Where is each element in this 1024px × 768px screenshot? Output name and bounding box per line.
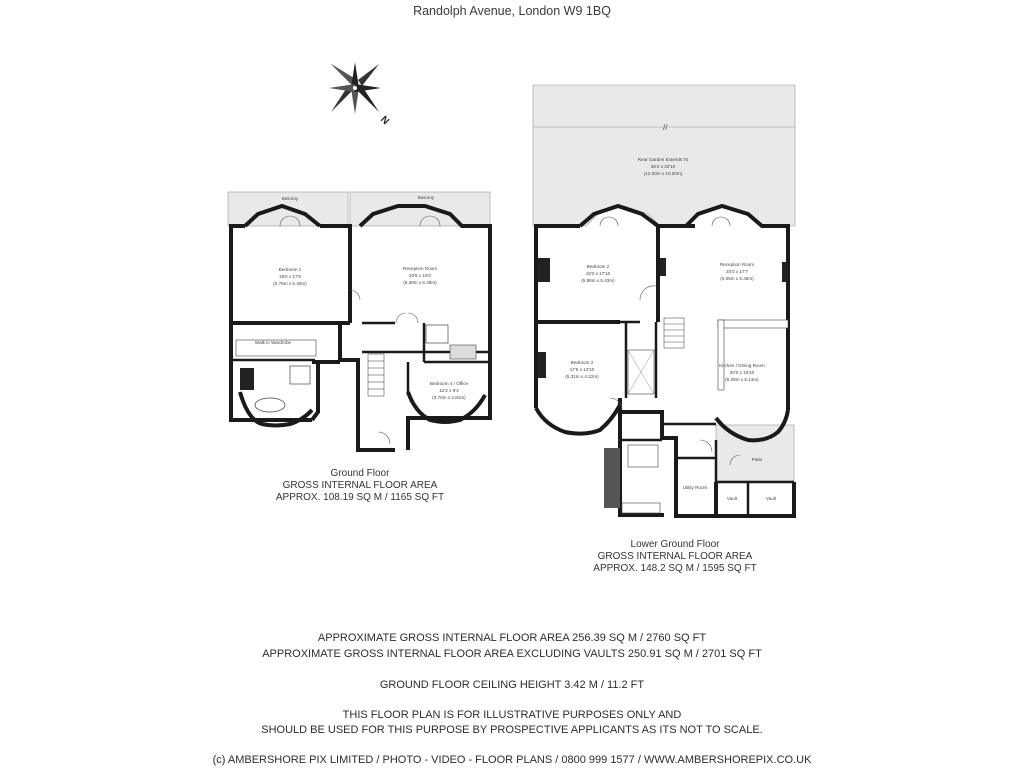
ground-floor-plan: [228, 192, 490, 450]
bedroom4-metric: (3.70m x 2.81m): [432, 395, 466, 400]
lower-ground-floor-plan: [533, 85, 795, 516]
bedroom3-dim: 17'5 x 13'10: [569, 367, 595, 372]
vault1-label: Vault: [726, 496, 738, 501]
lower-floor-area-heading: GROSS INTERNAL FLOOR AREA: [597, 551, 753, 562]
ceiling-height-text: GROUND FLOOR CEILING HEIGHT 3.42 M / 11.2 FT: [379, 679, 645, 691]
garden-metric: (12.00m x 10.00m): [643, 171, 683, 176]
kitchen-dim: 20'0 x 16'10: [729, 370, 755, 375]
bedroom3-name: Bedroom 3: [570, 360, 594, 365]
lgf-reception-dim: 20'0 x 17'7: [726, 269, 748, 274]
garden-name: Rear Garden Extends To: [637, 157, 689, 162]
disclaimer-line-2: SHOULD BE USED FOR THIS PURPOSE BY PROSPECTIVE APPLICANTS AS ITS NOT TO SCALE.: [261, 724, 763, 736]
excluding-vaults-text: APPROXIMATE GROSS INTERNAL FLOOR AREA EXCLUDING VAULTS 250.91 SQ M / 2701 SQ FT: [262, 648, 762, 660]
kitchen-metric: (6.09m x 5.14m): [725, 377, 759, 382]
ground-floor-label: Ground Floor: [330, 468, 390, 479]
lower-floor-label: Lower Ground Floor: [630, 539, 720, 550]
lgf-reception-name: Reception Room: [719, 262, 755, 267]
ground-floor-caption: [250, 468, 470, 504]
compass-icon: [329, 62, 391, 127]
patio-label: Patio: [751, 457, 763, 462]
kitchen-name: Kitchen / Dining Room: [719, 363, 765, 368]
gf-reception-metric: (6.30m x 5.49m): [403, 280, 437, 285]
utility-room-label: Utility Room: [682, 485, 708, 490]
bedroom4-name: Bedroom 4 / Office: [429, 381, 469, 386]
lgf-reception-metric: (6.09m x 5.35m): [720, 276, 754, 281]
lower-floor-caption: [560, 539, 790, 575]
ground-floor-area-heading: GROSS INTERNAL FLOOR AREA: [282, 480, 438, 491]
walkin-wardrobe-label: Walk in Wardrobe: [254, 340, 292, 345]
bedroom1-metric: (5.79m x 5.40m): [273, 281, 307, 286]
garden-break-mark: //: [663, 123, 668, 132]
disclaimer-line-1: THIS FLOOR PLAN IS FOR ILLUSTRATIVE PURPOSES ONLY AND: [342, 709, 682, 721]
bedroom4-dim: 12'2 x 9'3: [439, 388, 459, 393]
gf-reception-dim: 20'8 x 16'0: [409, 273, 431, 278]
plan-title: Randolph Avenue, London W9 1BQ: [413, 4, 611, 18]
balcony-right-label: Balcony: [417, 195, 435, 200]
bedroom1-dim: 19'0 x 17'8: [279, 274, 301, 279]
bedroom3-metric: (5.31m x 4.22m): [565, 374, 599, 379]
balcony-left-label: Balcony: [281, 196, 299, 201]
gf-reception-name: Reception Room: [402, 266, 438, 271]
garden-dim: 39'4 x 32'10: [650, 164, 676, 169]
bedroom2-name: Bedroom 2: [586, 264, 610, 269]
bedroom2-metric: (5.88m x 5.43m): [581, 278, 615, 283]
total-area-text: APPROXIMATE GROSS INTERNAL FLOOR AREA 256.39 SQ M / 2760 SQ FT: [317, 632, 707, 644]
bedroom1-name: Bedroom 1: [278, 267, 302, 272]
vault2-label: Vault: [765, 496, 777, 501]
compass-letter: N: [378, 114, 391, 128]
bedroom2-dim: 19'3 x 17'10: [585, 271, 611, 276]
lower-floor-area-value: APPROX. 148.2 SQ M / 1595 SQ FT: [593, 563, 757, 574]
credit-text: (c) AMBERSHORE PIX LIMITED / PHOTO - VIDEO - FLOOR PLANS / 0800 999 1577 / WWW.AMBERSHOREPIX.CO.UK: [212, 754, 812, 766]
ground-floor-area-value: APPROX. 108.19 SQ M / 1165 SQ FT: [275, 492, 445, 503]
